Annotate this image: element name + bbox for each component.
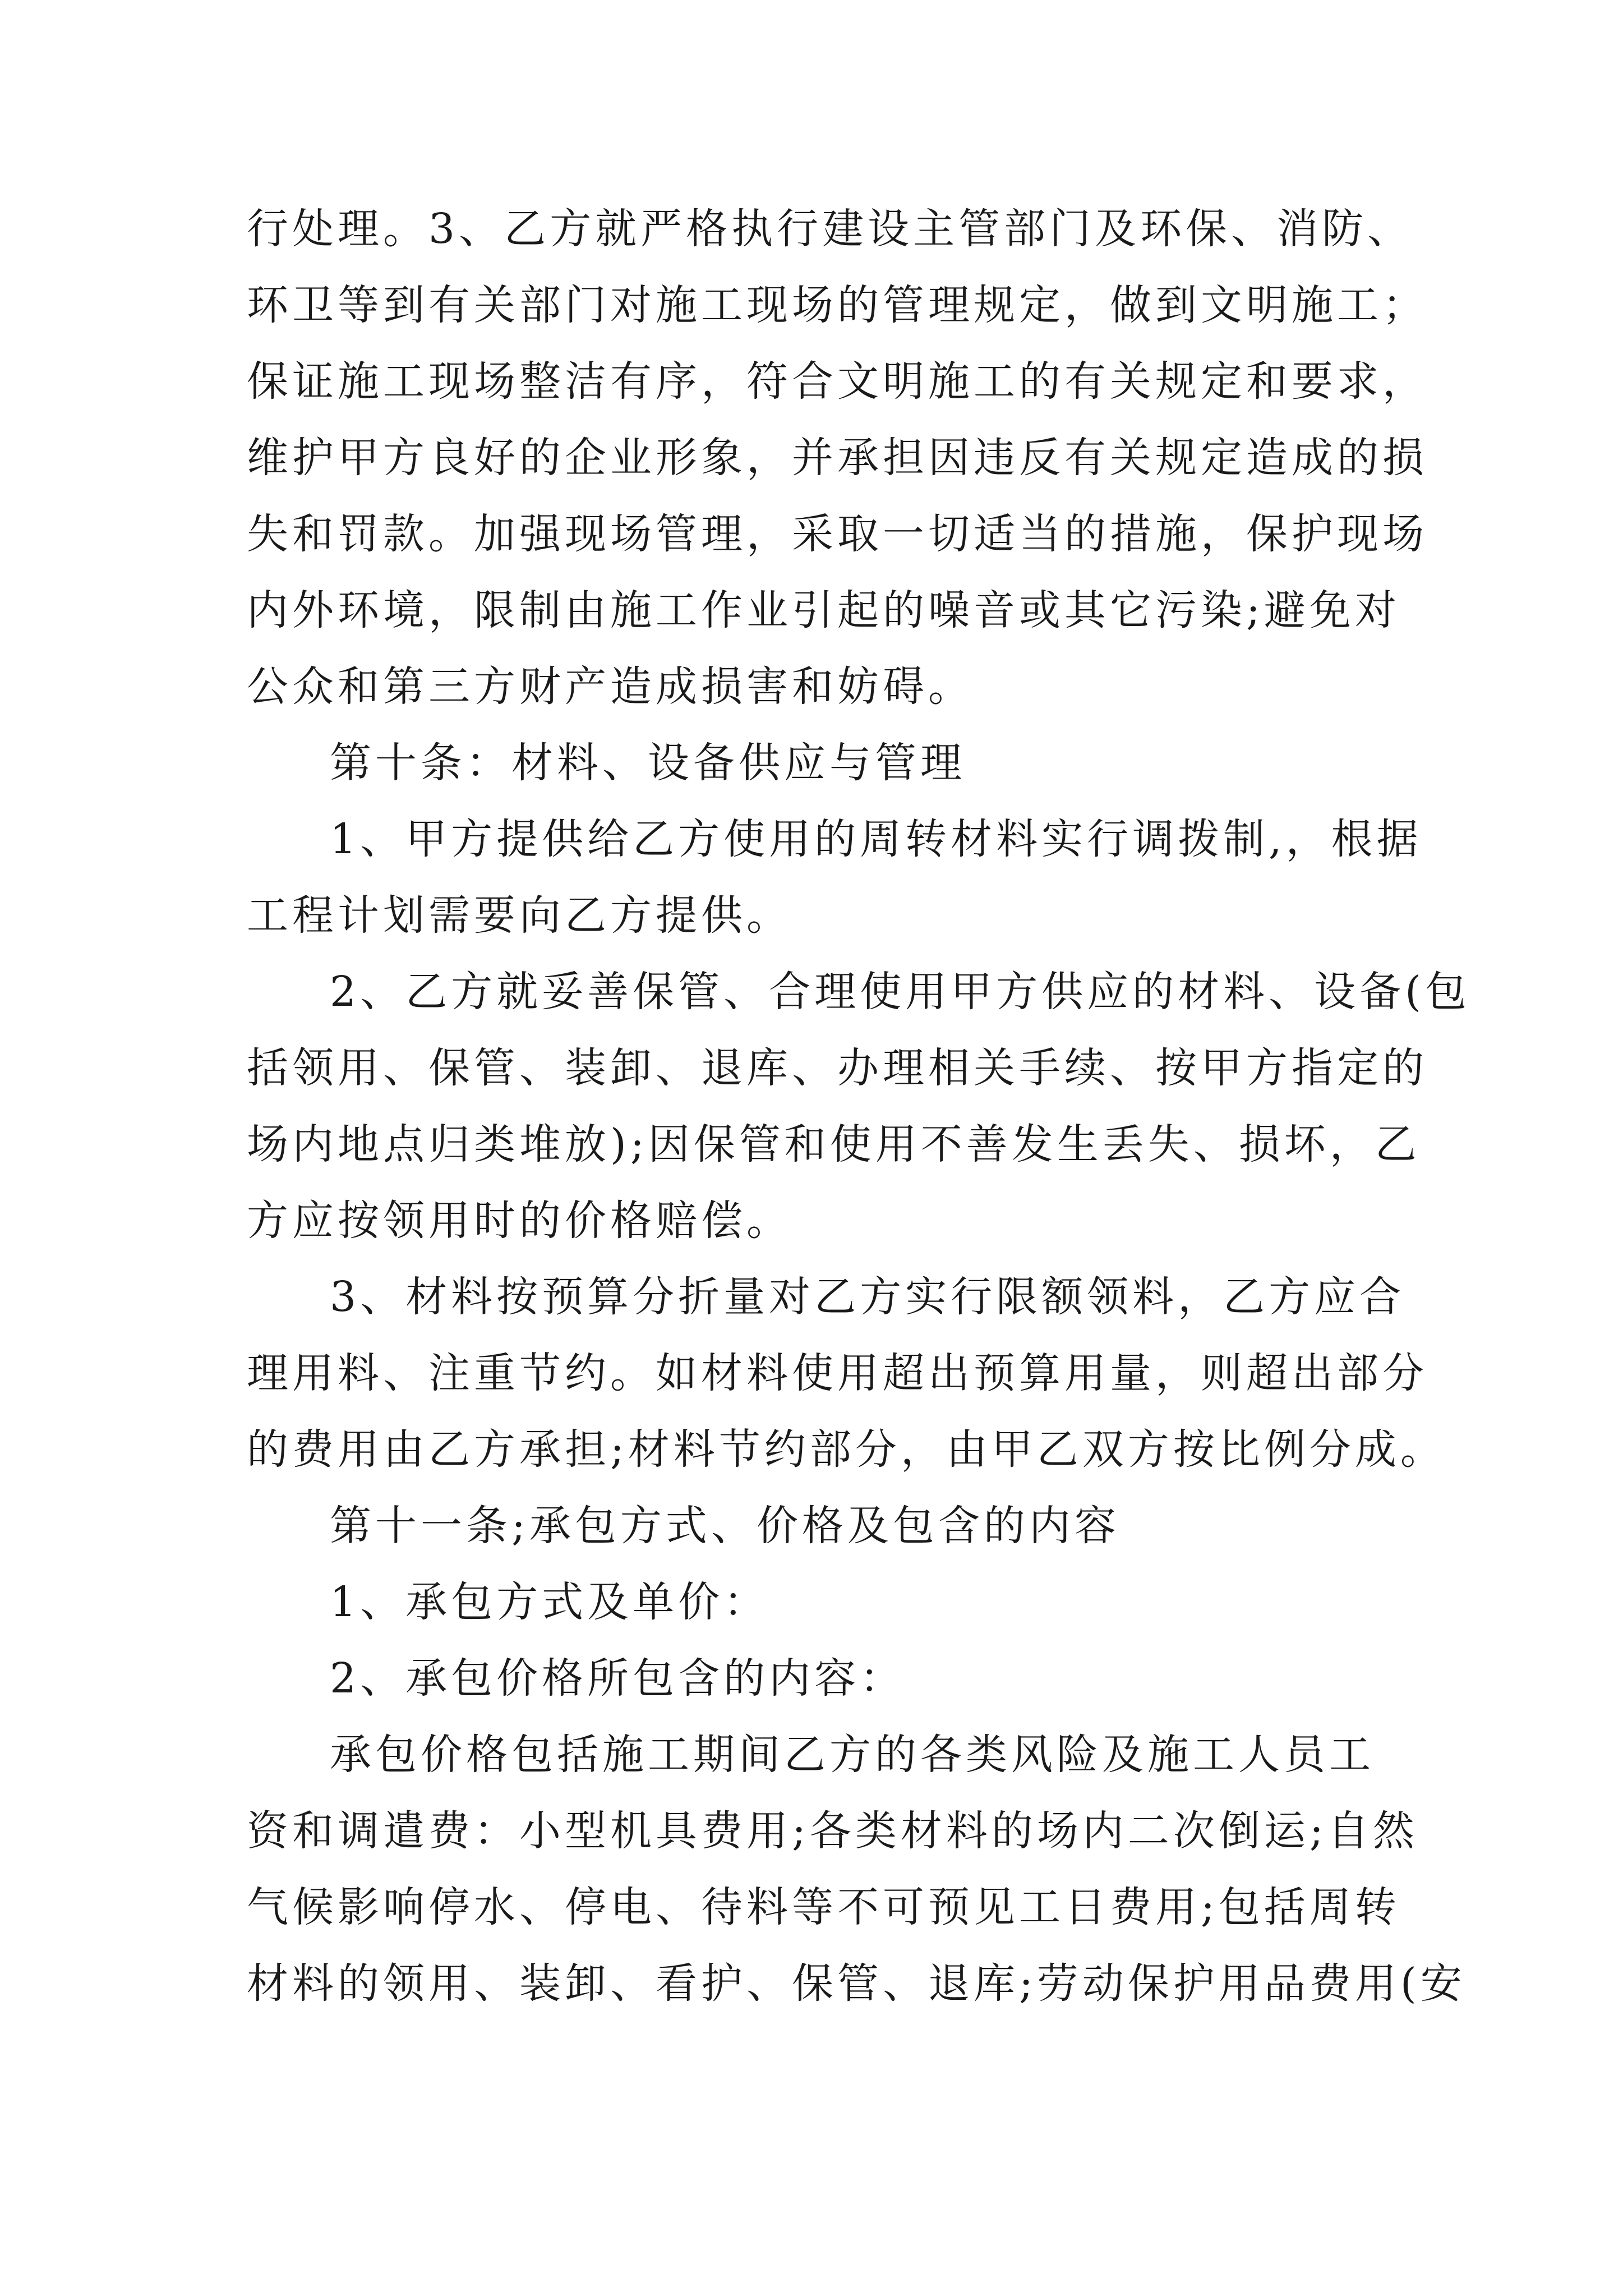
text-line: 行处理。3、乙方就严格执行建设主管部门及环保、消防、 [247,205,1413,253]
text-line: 资和调遣费：小型机具费用;各类材料的场内二次倒运;自然 [247,1807,1418,1855]
text-line: 第十一条;承包方式、价格及包含的内容 [330,1502,1120,1550]
text-line: 1、承包方式及单价： [330,1578,769,1626]
text-line: 方应按领用时的价格赔偿。 [247,1197,792,1245]
text-line: 第十条：材料、设备供应与管理 [330,739,966,787]
text-line: 维护甲方良好的企业形象，并承担因违反有关规定造成的损 [247,434,1428,482]
text-line: 理用料、注重节约。如材料使用超出预算用量，则超出部分 [247,1349,1428,1397]
text-line: 气候影响停水、停电、待料等不可预见工日费用;包括周转 [247,1883,1400,1931]
document-body [247,191,1470,2022]
text-line: 保证施工现场整洁有序，符合文明施工的有关规定和要求， [247,357,1428,406]
text-line: 材料的领用、装卸、看护、保管、退库;劳动保护用品费用(安 [247,1959,1466,2008]
text-line: 工程计划需要向乙方提供。 [247,891,792,940]
text-line: 公众和第三方财产造成损害和妨碍。 [247,662,974,711]
text-line: 场内地点归类堆放);因保管和使用不善发生丢失、损坏，乙 [247,1120,1421,1168]
text-line: 承包价格包括施工期间乙方的各类风险及施工人员工 [330,1731,1375,1779]
text-line: 内外环境，限制由施工作业引起的噪音或其它污染;避免对 [247,586,1400,634]
text-line: 的费用由乙方承担;材料节约部分，由甲乙双方按比例分成。 [247,1425,1446,1474]
text-line: 2、承包价格所包含的内容： [330,1654,906,1703]
text-line: 3、材料按预算分折量对乙方实行限额领料，乙方应合 [330,1273,1405,1321]
text-line: 失和罚款。加强现场管理，采取一切适当的措施，保护现场 [247,510,1428,558]
text-line: 2、乙方就妥善保管、合理使用甲方供应的材料、设备(包 [330,968,1470,1016]
text-line: 环卫等到有关部门对施工现场的管理规定，做到文明施工； [247,281,1428,329]
text-line: 1、甲方提供给乙方使用的周转材料实行调拨制,，根据 [330,815,1422,863]
text-line: 括领用、保管、装卸、退库、办理相关手续、按甲方指定的 [247,1044,1428,1092]
